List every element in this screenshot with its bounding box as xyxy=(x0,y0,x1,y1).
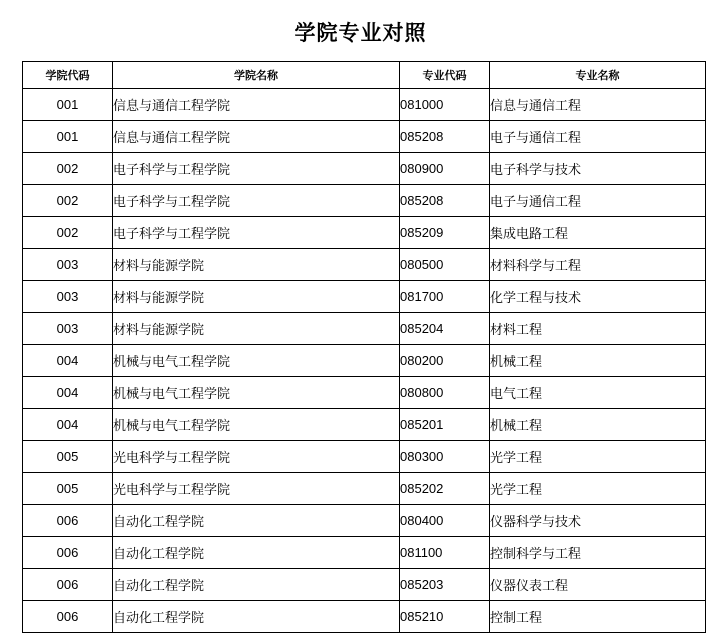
table-row xyxy=(23,569,706,601)
college-code-cell: 002 xyxy=(23,153,113,185)
major-code-cell: 080200 xyxy=(400,345,490,377)
college-code-cell: 001 xyxy=(23,89,113,121)
college-code-cell: 006 xyxy=(23,537,113,569)
table-row xyxy=(23,249,706,281)
college-code-cell: 002 xyxy=(23,217,113,249)
major-name-cell: 材料工程 xyxy=(490,313,706,345)
table-row xyxy=(23,505,706,537)
college-name-cell: 光电科学与工程学院 xyxy=(113,441,400,473)
college-name-cell: 材料与能源学院 xyxy=(113,249,400,281)
college-name-cell: 自动化工程学院 xyxy=(113,537,400,569)
college-name-cell: 自动化工程学院 xyxy=(113,601,400,633)
table-row xyxy=(23,313,706,345)
college-name-cell: 信息与通信工程学院 xyxy=(113,121,400,153)
major-code-cell: 081000 xyxy=(400,89,490,121)
major-name-cell: 光学工程 xyxy=(490,473,706,505)
table-row xyxy=(23,377,706,409)
college-code-cell: 006 xyxy=(23,601,113,633)
major-code-cell: 085209 xyxy=(400,217,490,249)
major-name-cell: 电子与通信工程 xyxy=(490,121,706,153)
college-name-cell: 电子科学与工程学院 xyxy=(113,153,400,185)
table-row xyxy=(23,409,706,441)
college-name-cell: 机械与电气工程学院 xyxy=(113,345,400,377)
major-code-cell: 080800 xyxy=(400,377,490,409)
table-row xyxy=(23,345,706,377)
header-major-code: 专业代码 xyxy=(400,62,490,89)
major-code-cell: 080300 xyxy=(400,441,490,473)
header-college-name: 学院名称 xyxy=(113,62,400,89)
college-code-cell: 003 xyxy=(23,281,113,313)
college-code-cell: 004 xyxy=(23,345,113,377)
college-name-cell: 自动化工程学院 xyxy=(113,569,400,601)
table-body xyxy=(23,89,706,633)
major-code-cell: 085208 xyxy=(400,121,490,153)
college-name-cell: 信息与通信工程学院 xyxy=(113,89,400,121)
major-name-cell: 电子与通信工程 xyxy=(490,185,706,217)
major-code-cell: 085208 xyxy=(400,185,490,217)
major-code-cell: 085203 xyxy=(400,569,490,601)
table-row xyxy=(23,121,706,153)
major-code-cell: 081100 xyxy=(400,537,490,569)
college-code-cell: 002 xyxy=(23,185,113,217)
college-code-cell: 004 xyxy=(23,377,113,409)
table-row xyxy=(23,217,706,249)
college-name-cell: 材料与能源学院 xyxy=(113,313,400,345)
college-name-cell: 电子科学与工程学院 xyxy=(113,185,400,217)
college-code-cell: 006 xyxy=(23,569,113,601)
table-header-row xyxy=(23,62,706,89)
major-code-cell: 081700 xyxy=(400,281,490,313)
college-code-cell: 004 xyxy=(23,409,113,441)
header-college-code: 学院代码 xyxy=(23,62,113,89)
major-name-cell: 电子科学与技术 xyxy=(490,153,706,185)
college-name-cell: 自动化工程学院 xyxy=(113,505,400,537)
college-name-cell: 机械与电气工程学院 xyxy=(113,377,400,409)
table-row xyxy=(23,185,706,217)
major-code-cell: 085210 xyxy=(400,601,490,633)
table-row xyxy=(23,89,706,121)
college-code-cell: 006 xyxy=(23,505,113,537)
college-name-cell: 电子科学与工程学院 xyxy=(113,217,400,249)
major-code-cell: 085201 xyxy=(400,409,490,441)
major-name-cell: 材料科学与工程 xyxy=(490,249,706,281)
college-major-table xyxy=(22,61,706,633)
major-code-cell: 085202 xyxy=(400,473,490,505)
college-code-cell: 005 xyxy=(23,473,113,505)
college-code-cell: 001 xyxy=(23,121,113,153)
table-row xyxy=(23,537,706,569)
major-code-cell: 080500 xyxy=(400,249,490,281)
major-name-cell: 控制工程 xyxy=(490,601,706,633)
table-row xyxy=(23,441,706,473)
major-name-cell: 仪器仪表工程 xyxy=(490,569,706,601)
major-code-cell: 085204 xyxy=(400,313,490,345)
major-name-cell: 化学工程与技术 xyxy=(490,281,706,313)
college-code-cell: 003 xyxy=(23,249,113,281)
table-row xyxy=(23,601,706,633)
major-name-cell: 控制科学与工程 xyxy=(490,537,706,569)
table-row xyxy=(23,153,706,185)
college-name-cell: 材料与能源学院 xyxy=(113,281,400,313)
major-name-cell: 光学工程 xyxy=(490,441,706,473)
table-row xyxy=(23,473,706,505)
college-name-cell: 光电科学与工程学院 xyxy=(113,473,400,505)
college-name-cell: 机械与电气工程学院 xyxy=(113,409,400,441)
college-code-cell: 005 xyxy=(23,441,113,473)
major-name-cell: 电气工程 xyxy=(490,377,706,409)
major-name-cell: 集成电路工程 xyxy=(490,217,706,249)
major-code-cell: 080900 xyxy=(400,153,490,185)
major-name-cell: 机械工程 xyxy=(490,345,706,377)
major-name-cell: 仪器科学与技术 xyxy=(490,505,706,537)
page-title: 学院专业对照 xyxy=(294,21,427,45)
table-row xyxy=(23,281,706,313)
major-code-cell: 080400 xyxy=(400,505,490,537)
major-name-cell: 信息与通信工程 xyxy=(490,89,706,121)
major-name-cell: 机械工程 xyxy=(490,409,706,441)
header-major-name: 专业名称 xyxy=(490,62,706,89)
college-code-cell: 003 xyxy=(23,313,113,345)
